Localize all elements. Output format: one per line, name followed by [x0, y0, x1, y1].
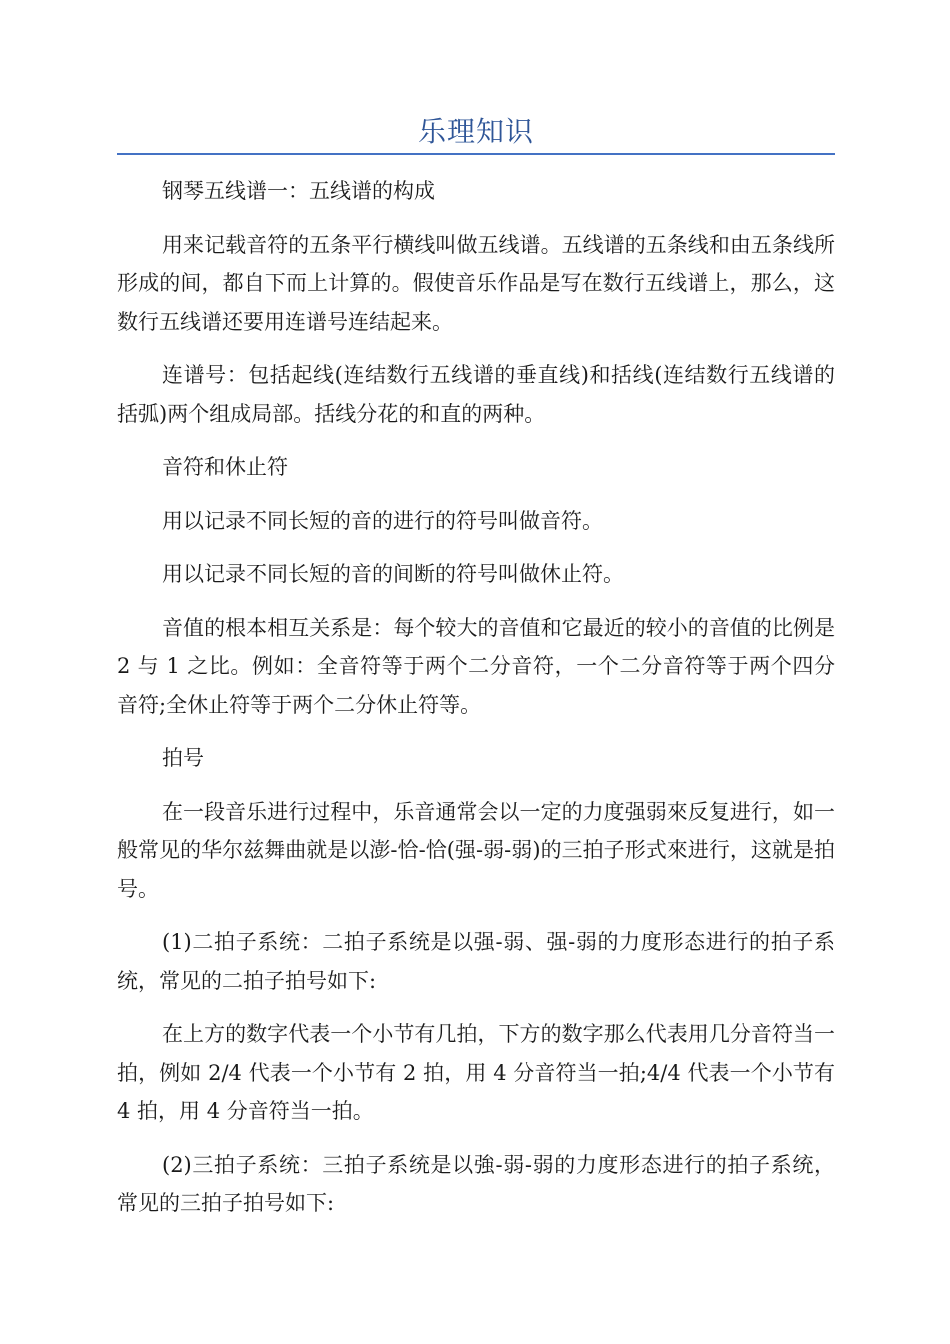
paragraph-duple-meter: (1)二拍子系统：二拍子系统是以强-弱、强-弱的力度形态进行的拍子系统，常见的二拍子拍号如下:: [117, 930, 835, 993]
document-title: 乐理知识: [417, 115, 534, 148]
paragraph-staff-definition: 用来记载音符的五条平行横线叫做五线谱。五线谱的五条线和由五条线所形成的间，都自下而上计算的。假使音乐作品是写在数行五线谱上，那么，这数行五线谱还要用连谱号连结起来。: [117, 232, 835, 334]
document-body: [117, 172, 835, 1238]
paragraph-brace: 连谱号：包括起线(连结数行五线谱的垂直线)和括线(连结数行五线谱的括弧)两个组成局部。括线分花的和直的两种。: [117, 363, 835, 426]
paragraph-note-definition: 用以记录不同长短的音的进行的符号叫做音符。: [162, 508, 603, 533]
paragraph-meter-heading: 拍号: [162, 746, 204, 770]
paragraph-meter-intro: 在一段音乐进行过程中，乐音通常会以一定的力度强弱來反复进行，如一般常见的华尔兹舞曲就是以澎-恰-恰(强-弱-弱)的三拍子形式來进行，这就是拍号。: [117, 799, 835, 901]
paragraph-note-values: 音值的根本相互关系是：每个较大的音值和它最近的较小的音值的比例是 2 与 1 之比。例如：全音符等于两个二分音符，一个二分音符等于两个四分音符;全休止符等于两个二分休止符等。: [117, 615, 835, 717]
paragraph-notes-heading: 音符和休止符: [162, 455, 288, 479]
paragraph-staff-heading: 钢琴五线谱一：五线谱的构成: [162, 179, 435, 203]
paragraph-rest-definition: 用以记录不同长短的音的间断的符号叫做休止符。: [162, 562, 624, 586]
paragraph-time-signature: 在上方的数字代表一个小节有几拍，下方的数字那么代表用几分音符当一拍，例如 2/4 代表一个小节有 2 拍，用 4 分音符当一拍;4/4 代表一个小节有 4 拍，用 4 分音符当一拍。: [117, 1022, 835, 1123]
paragraph-triple-meter: (2)三拍子系统：三拍子系统是以強-弱-弱的力度形态进行的拍子系统，常见的三拍子拍号如下:: [117, 1152, 835, 1215]
title-underline: [117, 153, 835, 155]
